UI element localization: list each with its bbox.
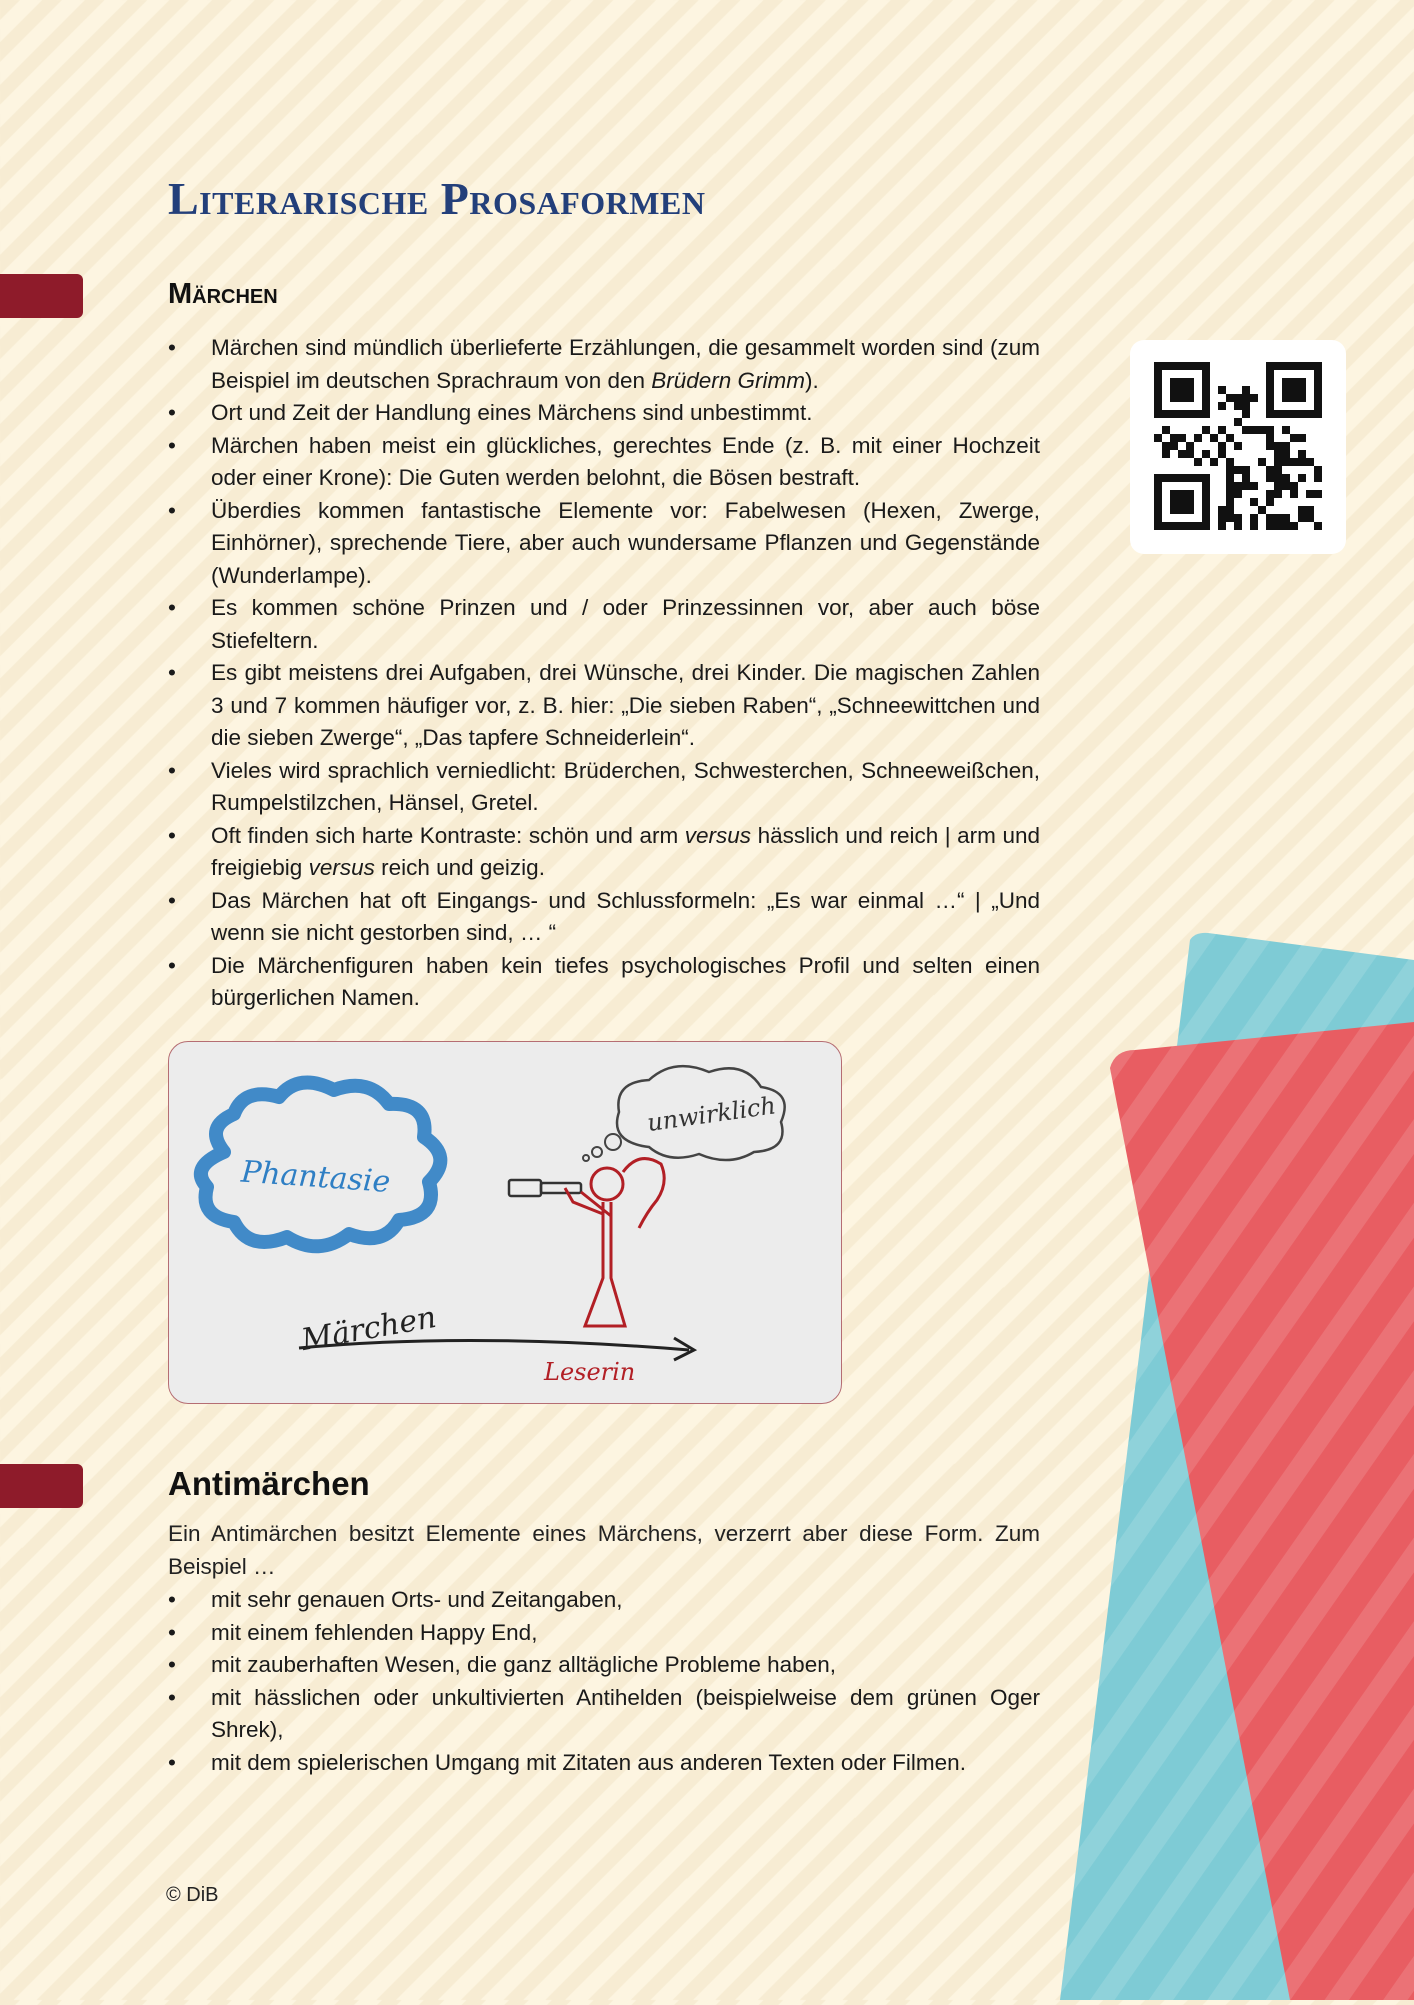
item-text: Es gibt meistens drei Aufgaben, drei Wünsche, drei Kinder. Die magischen Zahlen 3 und 7 kommen häufiger vor, z. B. hier: „Die sieben Raben“, „Schneewittchen und die sieben Zwerge“, „Das tapfere Schneiderlein“. — [211, 660, 1040, 750]
antimaerchen-list-item: • mit einem fehlenden Happy End, — [168, 1617, 1040, 1650]
maerchen-list-item — [168, 755, 1040, 820]
antimaerchen-intro: Ein Antimärchen besitzt Elemente eines Märchens, verzerrt aber diese Form. Zum Beispiel … — [168, 1521, 1040, 1579]
italic-text: versus — [308, 855, 375, 880]
phantasie-cloud-icon — [201, 1082, 440, 1246]
item-text: hässlich und reich | arm und freigiebig — [211, 822, 1040, 880]
italic-text: versus — [684, 822, 752, 848]
italic-text: Brüdern Grimm — [651, 367, 806, 393]
page-title: Literarische Prosaformen — [168, 173, 706, 224]
maerchen-list-item — [168, 332, 1040, 397]
item-text: Ort und Zeit der Handlung eines Märchens sind unbestimmt. — [211, 400, 813, 425]
antimaerchen-list — [168, 1584, 1040, 1779]
maerchen-list-item — [168, 592, 1040, 657]
item-text: Oft finden sich harte Kontraste: schön und arm — [211, 822, 685, 848]
item-text: Märchen sind mündlich überlieferte Erzählungen, die gesammelt worden sind (zum Beispiel im deutschen Sprachraum von den — [211, 335, 1040, 393]
maerchen-list-item — [168, 495, 1040, 593]
thought-label: unwirklich — [645, 1091, 778, 1138]
heading-antimaerchen: Antimärchen — [168, 1465, 370, 1502]
maerchen-list-item — [168, 430, 1040, 495]
item-text: reich und geizig. — [374, 855, 545, 880]
maerchen-list-item — [168, 885, 1040, 950]
maerchen-list — [168, 332, 1040, 1015]
maerchen-list-item — [168, 657, 1040, 755]
antimaerchen-list-item: • mit sehr genauen Orts- und Zeitangaben, — [168, 1584, 1040, 1617]
reader-label: Leserin — [544, 1358, 636, 1386]
item-text: ). — [805, 367, 819, 393]
qr-code-card[interactable] — [1130, 340, 1346, 554]
thought-bubble-icon — [583, 1066, 785, 1161]
maerchen-list-item — [168, 820, 1040, 885]
illustration-card — [168, 1041, 842, 1404]
antimaerchen-list-item: • mit hässlichen oder unkultivierten Antihelden (beispielweise dem grünen Oger Shrek), — [168, 1682, 1040, 1747]
item-text: Überdies kommen fantastische Elemente vor: Fabelwesen (Hexen, Zwerge, Einhörner), sprechende Tiere, aber auch wundersame Pflanzen und Gegenstände (Wunderlampe). — [211, 497, 1040, 588]
arrow-label: Märchen — [298, 1299, 439, 1359]
section-marker-antimaerchen — [0, 1464, 83, 1508]
decorative-cards — [1040, 900, 1414, 2005]
item-text: Das Märchen hat oft Eingangs- und Schlussformeln: „Es war einmal …“ | „Und wenn sie nicht gestorben sind, … “ — [211, 887, 1040, 945]
item-text: Vieles wird sprachlich verniedlicht: Brüderchen, Schwesterchen, Schneeweißchen, Rumpelstilzchen, Hänsel, Gretel. — [211, 757, 1040, 815]
timeline-arrow-icon — [298, 1300, 694, 1386]
item-text: Die Märchenfiguren haben kein tiefes psychologisches Profil und selten einen bürgerlichen Namen. — [211, 952, 1040, 1010]
copyright-notice: © DiB — [166, 1884, 219, 1906]
telescope-icon — [509, 1180, 581, 1196]
maerchen-list-item — [168, 397, 1040, 430]
item-text: Märchen haben meist ein glückliches, gerechtes Ende (z. B. mit einer Hochzeit oder einer Krone): Die Guten werden belohnt, die Bösen bestraft. — [211, 432, 1040, 490]
section-marker-maerchen — [0, 274, 83, 318]
cloud-label: Phantasie — [239, 1154, 392, 1200]
antimaerchen-list-item: • mit dem spielerischen Umgang mit Zitaten aus anderen Texten oder Filmen. — [168, 1747, 1040, 1780]
maerchen-list-item — [168, 950, 1040, 1015]
antimaerchen-list-item: • mit zauberhaften Wesen, die ganz alltägliche Probleme haben, — [168, 1649, 1040, 1682]
item-text: Es kommen schöne Prinzen und / oder Prinzessinnen vor, aber auch böse Stiefeltern. — [211, 595, 1040, 653]
qr-code-icon — [1154, 362, 1322, 530]
heading-maerchen: Märchen — [168, 278, 278, 310]
